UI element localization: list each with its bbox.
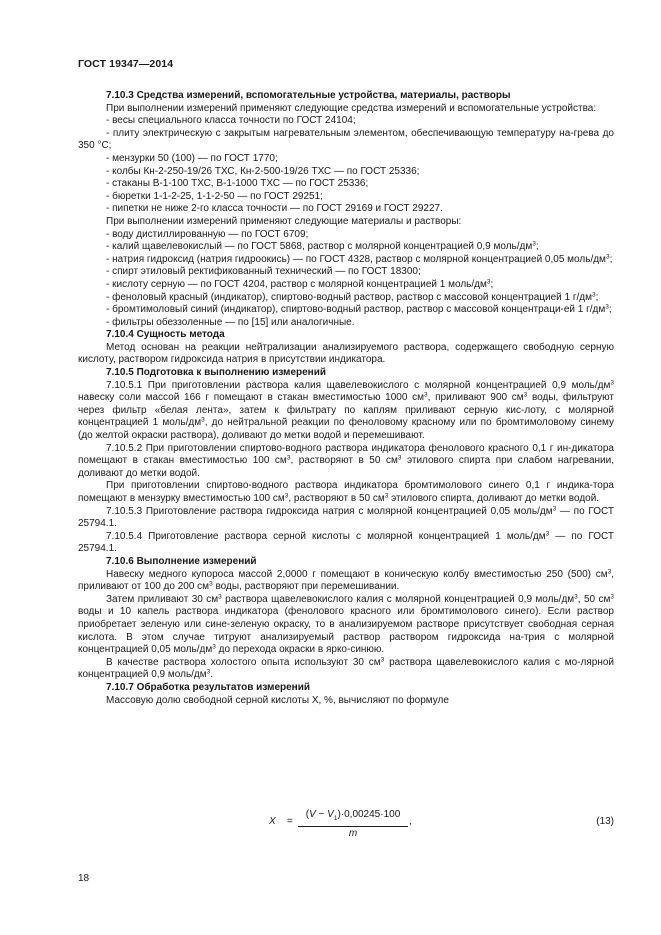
paragraph: - кислоту серную — по ГОСТ 4204, раствор с молярной концентрацией 1 моль/$дм^3$; [106, 278, 494, 290]
paragraph: Затем приливают 30 $см^3$ раствора щавелевокислого калия с молярной концентрацией 0,9 моль/$дм^3$, 50 $см^3$ воды и 10 капель раствора индикатора (фенолового красного или бромтимолового синего). Если раствор приобретает зеленую или сине-зеленую окраску, то в анализируемом растворе присутствует свободная серная кислота. В этом случае титруют анализируемый раствор раствором гидроксида на-трия с молярной концентрацией 0,05 моль/$дм^3$ до перехода окраски в ярко-синюю. [78, 593, 614, 656]
paragraph: - плиту электрическую с закрытым нагревательным элементом, обеспечивающую температуру на-грева до 350 °С; [78, 127, 614, 152]
paragraph: При выполнении измерений применяют следующие средства измерений и вспомогательные устройства: [106, 102, 597, 114]
page-number: 18 [78, 873, 90, 884]
paragraph: - бюретки 1-1-2-25, 1-1-2-50 — по ГОСТ 29251; [106, 190, 323, 202]
formula-lhs: X [269, 816, 276, 827]
paragraph: - стаканы В-1-100 ТХС, В-1-1000 ТХС — по ГОСТ 25336; [106, 178, 369, 190]
paragraph: - мензурки 50 (100) — по ГОСТ 1770; [106, 152, 278, 164]
body-text [78, 90, 614, 707]
paragraph: 7.10.5.3 Приготовление раствора гидроксида натрия с молярной концентрацией 0,05 моль/$дм^3$ — по ГОСТ 25794.1. [78, 505, 614, 530]
paragraph: - феноловый красный (индикатор), спиртово-водный раствор, раствор с массовой концентрацией 1 $г/дм^3$; [106, 291, 599, 303]
section-heading: 7.10.6 Выполнение измерений [106, 555, 257, 567]
paragraph: - спирт этиловый ректификованный технический — по ГОСТ 18300; [106, 266, 421, 278]
paragraph: При выполнении измерений применяют следующие материалы и растворы: [106, 215, 462, 227]
paragraph: - весы специального класса точности по ГОСТ 24104; [106, 115, 356, 127]
paragraph: При приготовлении спиртово-водного раствора индикатора бромтимолового синего 0,1 г индика-тора помещают в мензурку вместимостью 100 $см^3$, растворяют в 50 $см^3$ этилового спирта, доливают до метки водой. [78, 480, 614, 504]
paragraph: Массовую долю свободной серной кислоты X, %, вычисляют по формуле [106, 694, 449, 706]
section-heading: 7.10.5 Подготовка к выполнению измерений [106, 367, 327, 379]
paragraph: - воду дистиллированную — по ГОСТ 6709; [106, 228, 309, 240]
section-heading: 7.10.3 Средства измерений, вспомогательные устройства, материалы, растворы [106, 90, 511, 101]
paragraph: - калий щавелевокислый — по ГОСТ 5868, раствор с молярной концентрацией 0,9 моль/$дм^3$; [106, 240, 539, 253]
paragraph: 7.10.5.2 При приготовлении спиртово-водного раствора индикатора фенолового красного 0,1 г ин-дикатора помещают в стакан вместимостью 100 $см^3$, растворяют в 50 $см^3$ этилового спирта при слабом нагревании, доливают до метки водой. [78, 442, 614, 479]
formula-number: (13) [596, 816, 614, 827]
formula-equals: = [287, 816, 293, 827]
paragraph: Навеску медного купороса массой 2,0000 г помещают в коническую колбу вместимостью 250 (500) $см^3$, приливают от 100 до 200 $см^3$ воды, растворяют при перемешивании. [78, 568, 614, 593]
paragraph: - натрия гидроксид (натрия гидроокись) — по ГОСТ 4328, раствор с молярной концентрацией 0,05 моль/$дм^3$; [106, 253, 613, 265]
paragraph: 7.10.5.4 Приготовление раствора серной кислоты с молярной концентрацией 1 моль/$дм^3$ — по ГОСТ 25794.1. [78, 530, 614, 555]
section-heading: 7.10.7 Обработка результатов измерений [106, 681, 311, 693]
paragraph: - бромтимоловый синий (индикатор), спиртово-водный раствор, раствор с массовой концентраци-ей 1 $г/дм^3$; [106, 303, 612, 316]
formula-comma: , [409, 816, 412, 827]
paragraph: В качестве раствора холостого опыта используют 30 $см^3$ раствора щавелевокислого калия с мо-лярной концентрацией 0,9 моль/$дм^3$. [78, 656, 614, 681]
formula-fraction [298, 809, 408, 840]
paragraph: 7.10.5.1 При приготовлении раствора калия щавелевокислого с молярной концентрацией 0,9 моль/$дм^3$ навеску соли массой 166 г помещают в стакан вместимостью 1000 $см^3$, приливают 900 $см^3$ воды, фильтруют через фильтр «белая лента», затем к фильтрату по каплям приливают серную кис-лоту, с молярной концентрацией 1 моль/$дм^3$, до нейтральной реакции по феноловому красному или по бромтимоловому синему (до желтой окраски раствора), доливают до метки водой и перемешивают. [78, 379, 614, 442]
paragraph: - колбы Кн-2-250-19/26 ТХС, Кн-2-500-19/26 ТХС — по ГОСТ 25336; [106, 165, 420, 177]
paragraph: - фильтры обеззоленные — по [15] или аналогичные. [106, 316, 355, 328]
formula-numerator: $(V - V_1)\cdot 0,00245\cdot 100$ [305, 809, 401, 822]
formula-13 [78, 809, 614, 837]
section-heading: 7.10.4 Сущность метода [106, 329, 225, 341]
paragraph: Метод основан на реакции нейтрализации анализируемого раствора, содержащего свободную серную кислоту, раствором гидроксида натрия в присутствии индикатора. [78, 341, 614, 366]
formula-denominator: m [348, 828, 358, 839]
paragraph: - пипетки не ниже 2-го класса точности — по ГОСТ 29169 и ГОСТ 29227. [106, 203, 443, 215]
fraction-bar [298, 826, 408, 827]
standard-header: ГОСТ 19347—2014 [78, 58, 174, 70]
